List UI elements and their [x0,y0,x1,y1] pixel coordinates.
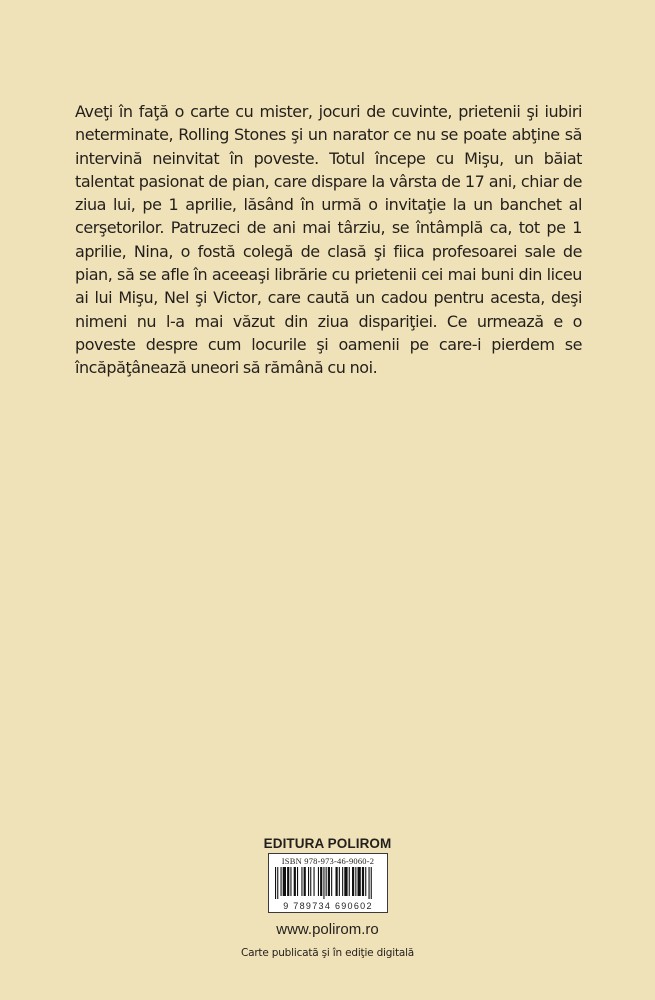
isbn-label: ISBN 978-973-46-9060-2 [281,856,375,866]
barcode-digits: 9 789734 690602 [283,901,373,911]
barcode-bars [273,867,383,899]
publisher-name: EDITURA POLIROM [263,836,392,851]
digital-edition-note: Carte publicată şi în ediţie digitală [240,947,415,959]
publisher-website: www.polirom.ro [276,921,379,938]
isbn-barcode [268,853,388,913]
back-cover-blurb: Aveţi în faţă o carte cu mister, jocuri de cuvinte, prietenii şi iubiri neterminate, Rolling Stones şi un narator ce nu se poate abţine să intervină neinvitat în poveste. Totul începe cu Mişu, un băiat talentat pasionat de pian, care dispare la vârsta de 17 ani, chiar de ziua lui, pe 1 aprilie, lăsând în urmă o invitaţie la un banchet al cerşetorilor. Patruzeci de ani mai târziu, se întâmplă ca, tot pe 1 aprilie, Nina, o fostă colegă de clasă şi fiica profesoarei sale de pian, să se afle în aceeaşi librărie cu prietenii cei mai buni din liceu ai lui Mişu, Nel şi Victor, care caută un cadou pentru acesta, deşi nimeni nu l-a mai văzut din ziua dispariţiei. Ce urmează e o poveste despre cum locurile şi oamenii pe care-i pierdem se încăpăţânează uneori să rămână cu noi. [75,102,582,378]
